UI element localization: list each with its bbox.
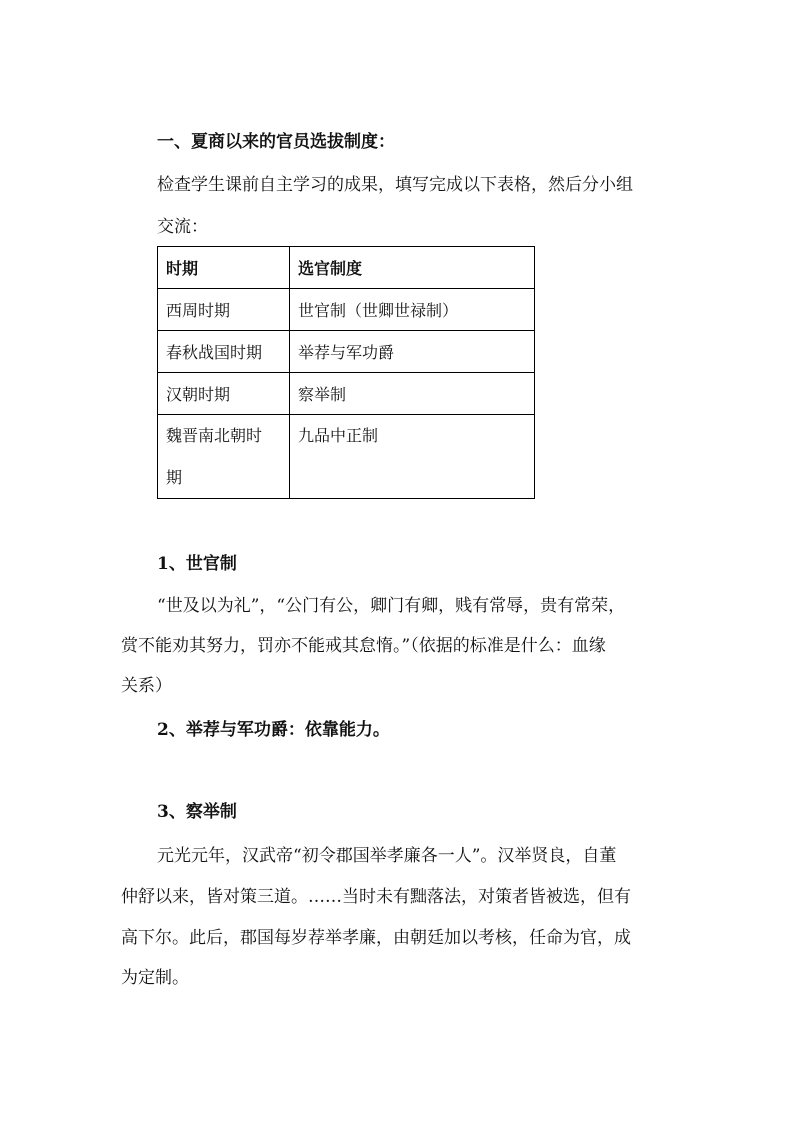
period-cell: 春秋战国时期 [158,331,290,373]
instruction-text-cont: 交流： [157,217,208,237]
part3-text-line1: 元光元年，汉武帝“初令郡国举孝廉各一人”。汉举贤良，自董 [157,846,617,866]
instruction-text: 检查学生课前自主学习的成果，填写完成以下表格，然后分小组 [157,175,633,195]
part1-heading: 1、世官制 [157,554,237,574]
period-cell-line1: 魏晋南北朝时 [166,426,263,445]
part3-text-line2: 仲舒以来，皆对策三道。……当时未有黜落法，对策者皆被选，但有 [121,887,631,907]
table-row [158,331,535,373]
system-cell: 世官制（世卿世禄制） [290,289,535,331]
selection-system-table [157,246,535,499]
part2-heading: 2、举荐与军功爵：依靠能力。 [157,720,390,740]
part1-quote-line3: 关系） [121,676,172,696]
system-cell: 举荐与军功爵 [290,331,535,373]
period-cell-line2: 期 [166,468,183,487]
table-row [158,289,535,331]
table-header-row [158,247,535,289]
part3-text-line4: 为定制。 [121,968,189,988]
system-cell [290,415,535,499]
part3-heading: 3、察举制 [157,802,237,822]
period-cell: 汉朝时期 [158,373,290,415]
table-row [158,373,535,415]
header-period: 时期 [158,247,290,289]
header-system: 选官制度 [290,247,535,289]
period-cell [158,415,290,499]
section-heading: 一、夏商以来的官员选拔制度： [157,132,395,152]
table-row [158,415,535,499]
part1-quote-line2: 赏不能劝其努力，罚亦不能戒其怠惰。”（依据的标准是什么：血缘 [121,636,606,656]
part3-text-line3: 高下尔。此后，郡国每岁荐举孝廉，由朝廷加以考核，任命为官，成 [121,928,631,948]
period-cell: 西周时期 [158,289,290,331]
system-cell-text: 九品中正制 [298,426,379,445]
system-cell: 察举制 [290,373,535,415]
part1-quote-line1: “世及以为礼”，“公门有公，卿门有卿，贱有常辱，贵有常荣， [157,596,626,616]
